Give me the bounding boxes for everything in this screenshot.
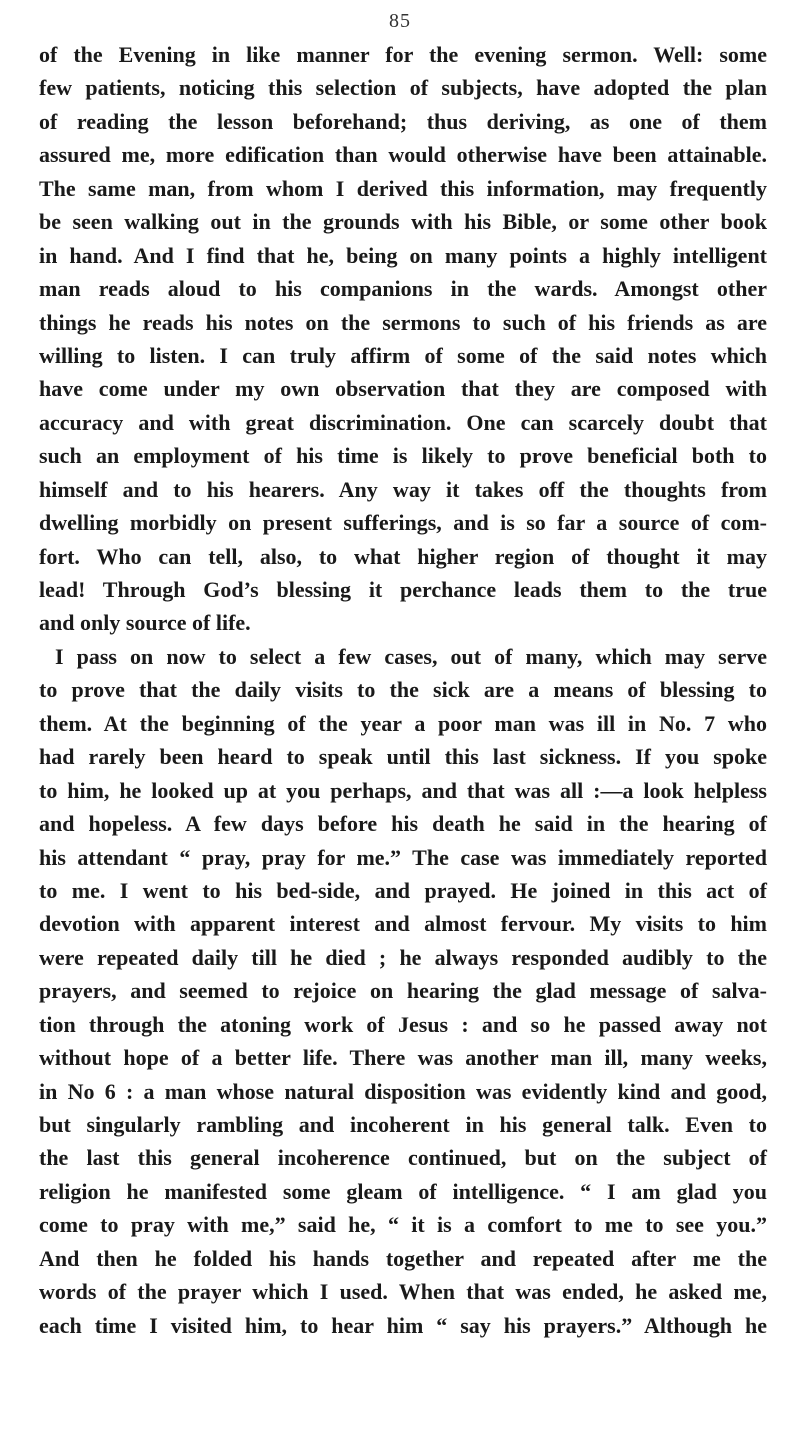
text-line: of the Evening in like manner for the evening sermon. Well: some	[39, 42, 767, 67]
page-number: 85	[389, 10, 411, 32]
text-line: and hopeless. A few days before his death he said in the hearing of	[39, 811, 767, 837]
text-line: but singularly rambling and incoherent in his general talk. Even to	[39, 1112, 767, 1137]
text-line: lead! Through God’s blessing it perchance leads them to the true	[39, 577, 767, 602]
text-line: tion through the atoning work of Jesus : and so he passed away not	[39, 1011, 767, 1037]
text-line: devotion with apparent interest and almost fervour. My visits to him	[39, 911, 767, 937]
text-line: in No 6 : a man whose natural disposition was evidently kind and good,	[39, 1078, 767, 1104]
text-line: man reads aloud to his companions in the wards. Amongst other	[39, 276, 767, 302]
text-line: each time I visited him, to hear him “ say his prayers.” Although he	[39, 1312, 767, 1338]
text-line: be seen walking out in the grounds with his Bible, or some other book	[39, 209, 767, 235]
text-line: to prove that the daily visits to the sick are a means of blessing to	[39, 677, 767, 703]
text-line: dwelling morbidly on present sufferings, and is so far a source of com-	[39, 510, 767, 536]
text-line: were repeated daily till he died ; he always responded audibly to the	[39, 944, 767, 970]
text-line: few patients, noticing this selection of subjects, have adopted the plan	[39, 75, 767, 101]
text-line: And then he folded his hands together and repeated after me the	[39, 1245, 767, 1271]
text-line: himself and to his hearers. Any way it takes off the thoughts from	[39, 476, 767, 502]
text-line: the last this general incoherence continued, but on the subject of	[39, 1145, 767, 1171]
text-line: accuracy and with great discrimination. One can scarcely doubt that	[39, 409, 767, 435]
body-text	[39, 38, 767, 1342]
text-line: and only source of life.	[39, 610, 251, 636]
text-line: have come under my own observation that they are composed with	[39, 376, 767, 402]
text-line: in hand. And I find that he, being on many points a highly intelligent	[39, 242, 767, 268]
text-line: prayers, and seemed to rejoice on hearing the glad message of salva-	[39, 978, 767, 1004]
text-line: words of the prayer which I used. When that was ended, he asked me,	[39, 1279, 767, 1305]
text-line: assured me, more edification than would otherwise have been attainable.	[39, 142, 767, 168]
text-line: such an employment of his time is likely to prove beneficial both to	[39, 443, 767, 469]
text-line: to him, he looked up at you perhaps, and that was all :—a look helpless	[39, 777, 767, 803]
text-line: willing to listen. I can truly affirm of some of the said notes which	[39, 342, 767, 368]
text-line: The same man, from whom I derived this information, may frequently	[39, 175, 767, 201]
text-line: fort. Who can tell, also, to what higher region of thought it may	[39, 543, 767, 569]
text-line: them. At the beginning of the year a poor man was ill in No. 7 who	[39, 710, 767, 736]
text-line: I pass on now to select a few cases, out of many, which may serve	[55, 643, 767, 669]
text-line: without hope of a better life. There was another man ill, many weeks,	[39, 1045, 767, 1071]
text-line: to me. I went to his bed-side, and prayed. He joined in this act of	[39, 877, 767, 903]
text-line: of reading the lesson beforehand; thus deriving, as one of them	[39, 108, 767, 134]
text-line: had rarely been heard to speak until this last sickness. If you spoke	[39, 744, 767, 770]
text-line: things he reads his notes on the sermons to such of his friends as are	[39, 309, 767, 335]
text-line: religion he manifested some gleam of intelligence. “ I am glad you	[39, 1178, 767, 1204]
text-line: his attendant “ pray, pray for me.” The case was immediately reported	[39, 844, 767, 870]
text-line: come to pray with me,” said he, “ it is a comfort to me to see you.”	[39, 1212, 767, 1238]
